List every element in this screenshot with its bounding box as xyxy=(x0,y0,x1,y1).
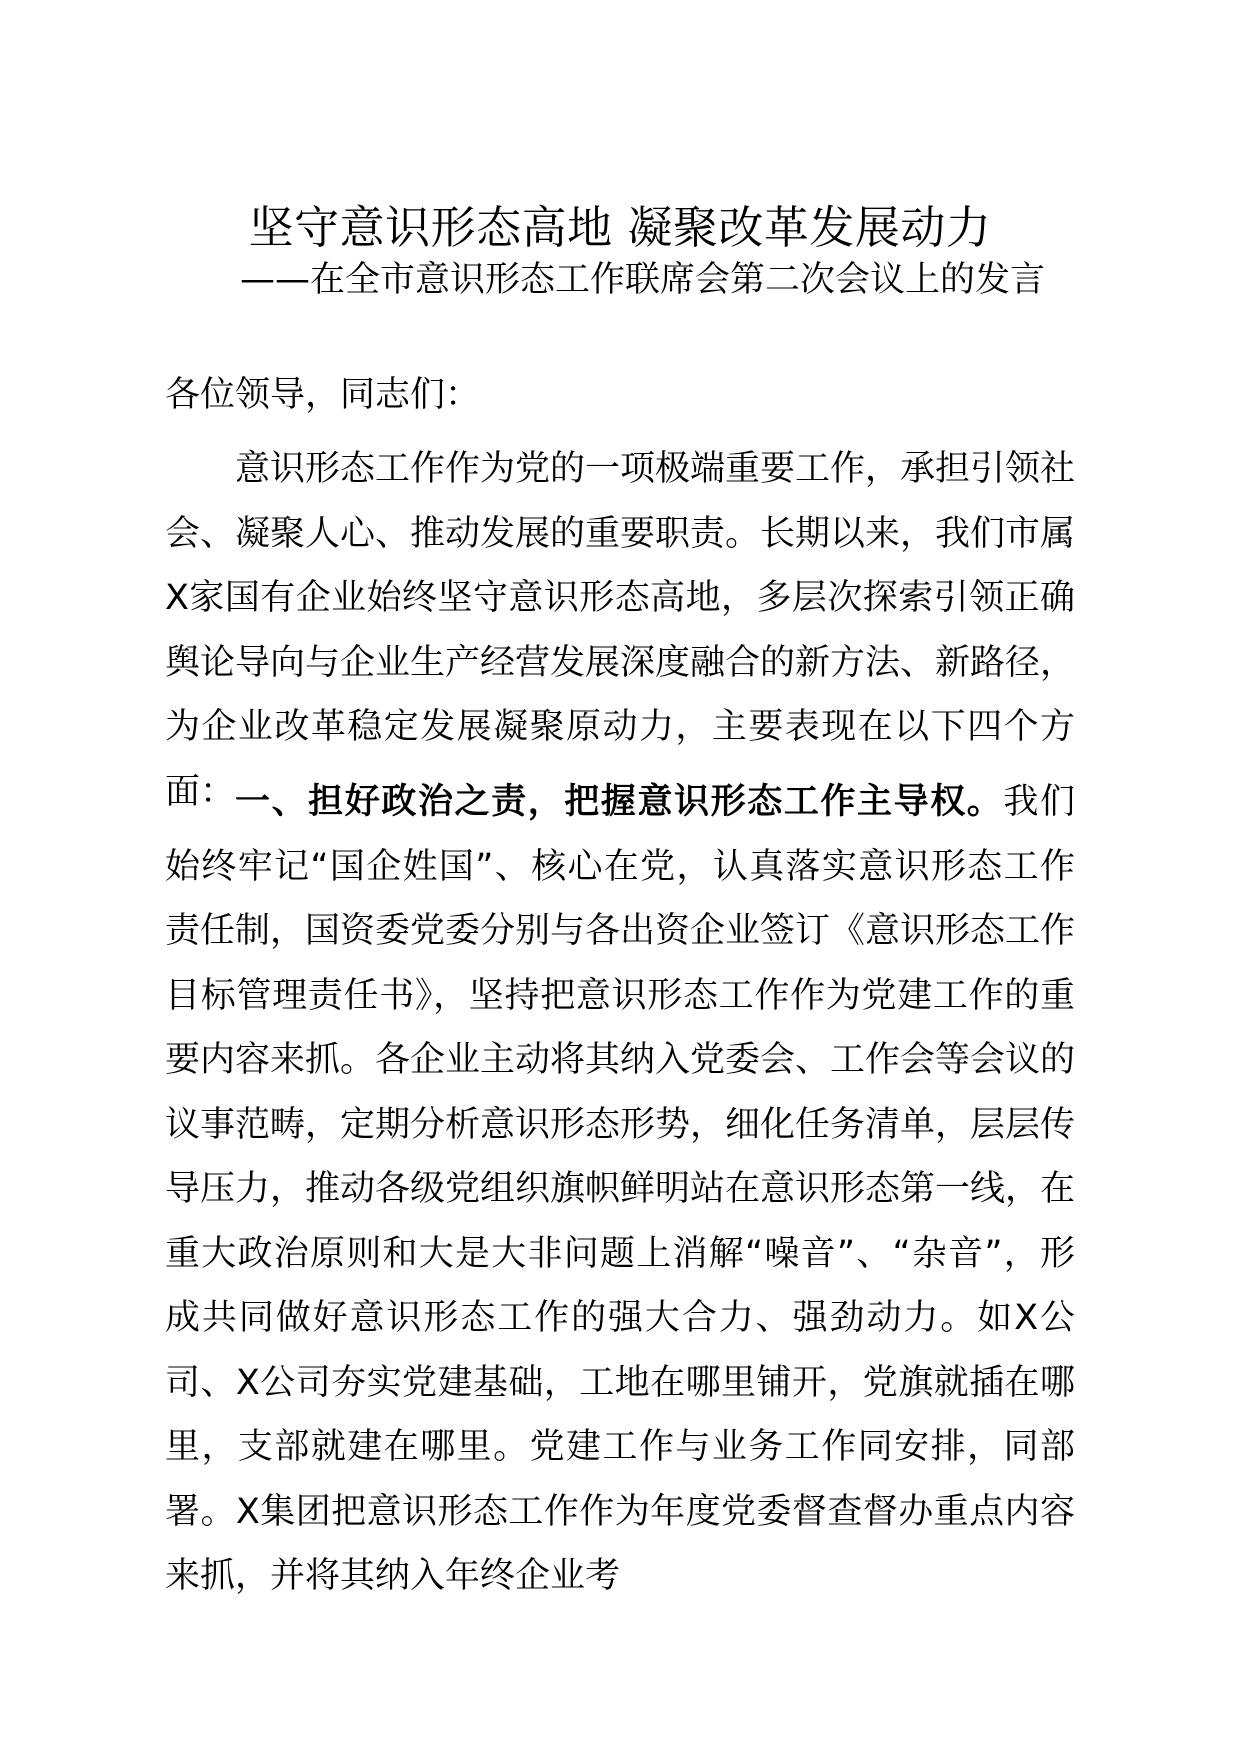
paragraph-intro: 意识形态工作作为党的一项极端重要工作，承担引领社会、凝聚人心、推动发展的重要职责。长期以来，我们市属X家国有企业始终坚守意识形态高地，多层次探索引领正确舆论导向与企业生产经营发展深度融合的新方法、新路径，为企业改革稳定发展凝聚原动力，主要表现在以下四个方面： xyxy=(165,449,1076,812)
section-1-body: 我们始终牢记“国企姓国”、核心在党，认真落实意识形态工作责任制，国资委党委分别与各出资企业签订《意识形态工作目标管理责任书》，坚持把意识形态工作作为党建工作的重要内容来抓。各企业主动将其纳入党委会、工作会等会议的议事范畴，定期分析意识形态形势，细化任务清单，层层传导压力，推动各级党组织旗帜鲜明站在意识形态第一线，在重大政治原则和大是大非问题上消解“噪音”、“杂音”，形成共同做好意识形态工作的强大合力、强劲动力。如X公司、X公司夯实党建基础，工地在哪里铺开，党旗就插在哪里，支部就建在哪里。党建工作与业务工作同安排，同部署。X集团把意识形态工作作为年度党委督查督办重点内容来抓，并将其纳入年终企业考 xyxy=(165,782,1076,1596)
section-1-heading: 一、担好政治之责，把握意识形态工作主导权。 xyxy=(235,782,1004,822)
paragraph-section-1 xyxy=(165,770,1075,1609)
document-title: 坚守意识形态高地 凝聚改革发展动力 xyxy=(248,201,992,254)
salutation: 各位领导，同志们： xyxy=(165,375,481,415)
document-subtitle: ——在全市意识形态工作联席会第二次会议上的发言 xyxy=(240,260,1046,300)
